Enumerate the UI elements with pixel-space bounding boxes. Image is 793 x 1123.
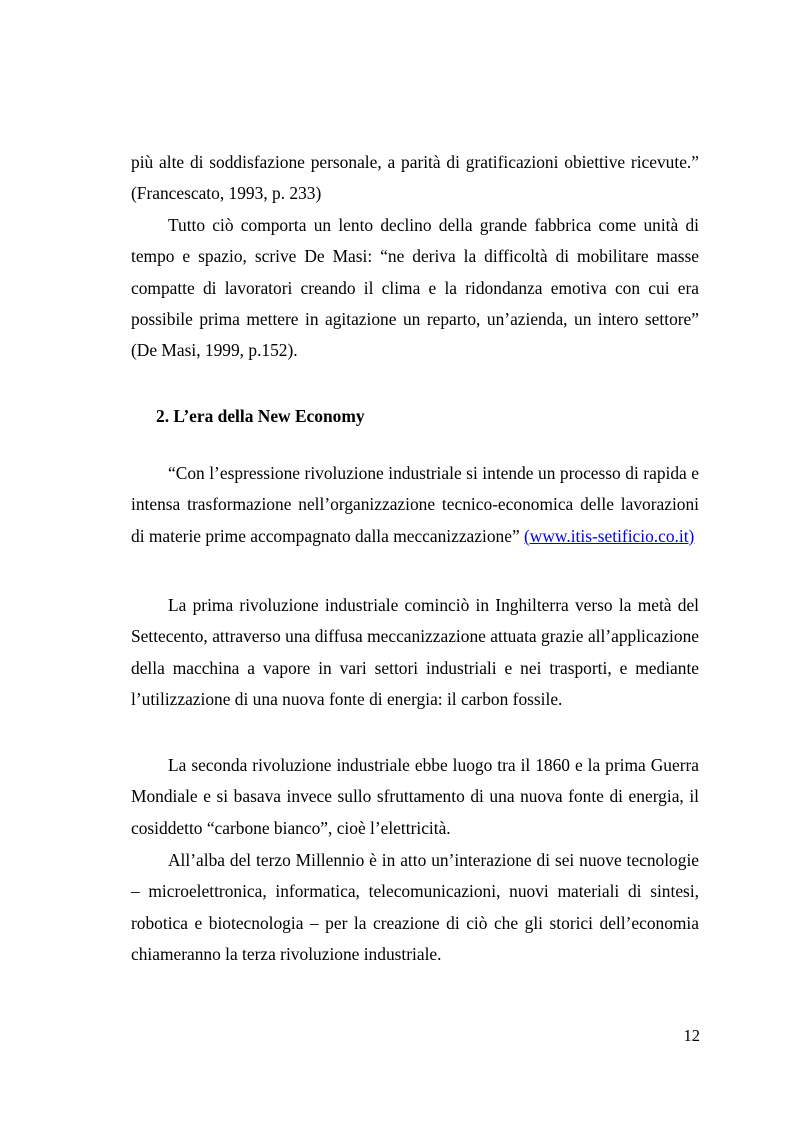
paragraph-text: più alte di soddisfazione personale, a parità di gratificazioni obiettive ricevute.” (Francescato, 1993, p. 233) [131, 152, 699, 204]
page-number: 12 [683, 1026, 700, 1045]
paragraph-text [131, 458, 699, 552]
paragraph-third-revolution [131, 845, 699, 970]
section-heading: 2. L’era della New Economy [156, 406, 365, 426]
paragraph-text: Tutto ciò comporta un lento declino della grande fabbrica come unità di tempo e spazio, scrive De Masi: “ne deriva la difficoltà di mobilitare masse compatte di lavoratori creando il clima e la ridondanza emotiva con cui era possibile prima mettere in agitazione un reparto, un’azienda, un intero settore” (De Masi, 1999, p.152). [131, 215, 699, 361]
source-link[interactable]: (www.itis-setificio.co.it) [524, 525, 695, 546]
quote-text: “Con l’espressione rivoluzione industriale si intende un processo di rapida e intensa trasformazione nell’organizzazione tecnico-economica delle lavorazioni di materie prime accompagnato dalla meccanizzazione” [131, 463, 699, 546]
paragraph-text: La prima rivoluzione industriale cominciò in Inghilterra verso la metà del Settecento, attraverso una diffusa meccanizzazione attuata grazie all’applicazione della macchina a vapore in vari settori industriali e nei trasporti, e mediante l’utilizzazione di una nuova fonte di energia: il carbon fossile. [131, 595, 699, 709]
paragraph-continued-quote [131, 147, 699, 210]
paragraph-first-revolution [131, 590, 699, 715]
paragraph-de-masi [131, 210, 699, 366]
paragraph-text: All’alba del terzo Millennio è in atto un’interazione di sei nuove tecnologie – microelettronica, informatica, telecomunicazioni, nuovi materiali di sintesi, robotica e biotecnologia – per la creazione di ciò che gli storici dell’economia chiameranno la terza rivoluzione industriale. [131, 850, 699, 964]
paragraph-definition-quote [131, 458, 699, 552]
paragraph-second-revolution [131, 750, 699, 844]
paragraph-text: La seconda rivoluzione industriale ebbe luogo tra il 1860 e la prima Guerra Mondiale e si basava invece sullo sfruttamento di una nuova fonte di energia, il cosiddetto “carbone bianco”, cioè l’elettricità. [131, 755, 699, 838]
